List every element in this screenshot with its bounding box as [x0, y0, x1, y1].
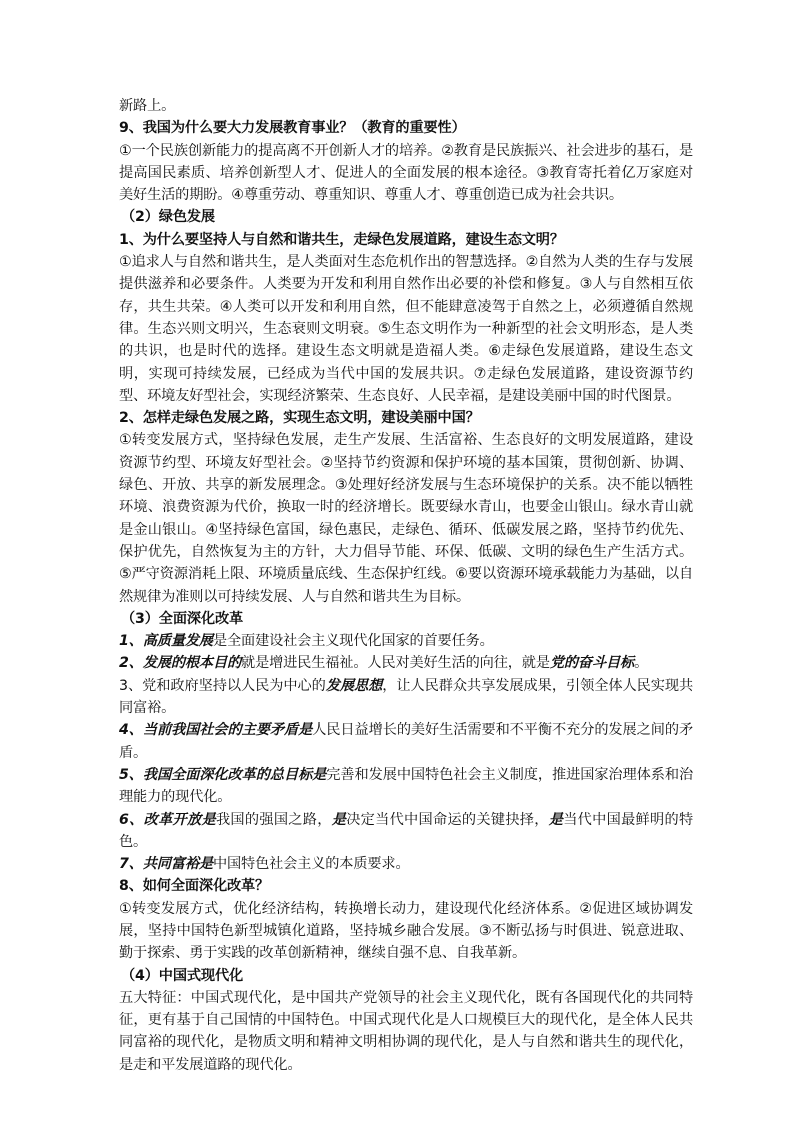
section-heading: （3）全面深化改革 [121, 610, 244, 627]
section-heading: （2）绿色发展 [121, 209, 215, 226]
document-body [119, 95, 693, 1076]
section-heading: （4）中国式现代化 [121, 967, 244, 984]
question-heading: 9、我国为什么要大力发展教育事业？（教育的重要性） [119, 120, 466, 137]
body-text: 中国特色社会主义的本质要求。 [212, 856, 410, 873]
body-text: 。 [634, 655, 649, 672]
emphasis-text: 2、发展的根本目的 [119, 655, 242, 672]
body-text: 3、党和政府坚持以人民为中心的 [119, 677, 326, 694]
key-point-line [119, 630, 693, 652]
body-text: 是全面建设社会主义现代化国家的首要任务。 [212, 633, 494, 650]
emphasis-text: 4、当前我国社会的主要矛盾是 [119, 722, 313, 739]
emphasis-text: 7、共同富裕是 [119, 856, 213, 873]
paragraph: 新路上。 [119, 98, 176, 114]
paragraph: 五大特征：中国式现代化，是中国共产党领导的社会主义现代化，既有各国现代化的共同特征，更有基于自己国情的中国特色。中国式现代化是人口规模巨大的现代化，是全体人民共同富裕的现代化，是物质文明和精神文明相协调的现代化，是人与自然和谐共生的现代化，是走和平发展道路的现代化。 [119, 989, 693, 1073]
key-point-line [119, 652, 693, 674]
body-text: 当代中国最鲜明的特色。 [119, 811, 693, 850]
key-point-line [119, 675, 693, 720]
body-text: 我国的强国之路， [215, 811, 332, 828]
question-heading: 2、怎样走绿色发展之路，实现生态文明，建设美丽中国？ [119, 410, 480, 427]
emphasis-text: 6、改革开放是 [119, 811, 216, 828]
paragraph: ①转变发展方式，优化经济结构，转换增长动力，建设现代化经济体系。②促进区域协调发展，坚持中国特色新型城镇化道路，坚持城乡融合发展。③不断弘扬与时俱进、锐意进取、勤于探索、勇于实践的改革创新精神，继续自强不息、自我革新。 [119, 900, 693, 962]
body-text: 人民日益增长的美好生活需要和不平衡不充分的发展之间的矛盾。 [119, 722, 693, 761]
body-text: 完善和发展中国特色社会主义制度，推进国家治理体系和治理能力的现代化。 [119, 766, 694, 806]
key-point-line [119, 764, 693, 809]
key-point-line [119, 719, 693, 764]
paragraph: ①追求人与自然和谐共生，是人类面对生态危机作出的智慧选择。②自然为人类的生存与发展提供滋养和必要条件。人类要为开发和利用自然作出必要的补偿和修复。③人与自然相互依存，共生共荣。④人类可以开发和利用自然，但不能肆意凌驾于自然之上，必须遵循自然规律。生态兴则文明兴，生态衰则文明衰。⑤生态文明作为一种新型的社会文明形态，是人类的共识，也是时代的选择。建设生态文明就是造福人类。⑥走绿色发展道路，建设生态文明，实现可持续发展，已经成为当代中国的发展共识。⑦走绿色发展道路，建设资源节约型、环境友好型社会，实现经济繁荣、生态良好、人民幸福，是建设美丽中国的时代图景。 [119, 254, 693, 404]
emphasis-text: 1、高质量发展 [119, 633, 213, 650]
emphasis-text: 发展思想 [325, 677, 383, 694]
key-point-line [119, 809, 693, 854]
key-point-line [119, 853, 693, 875]
question-heading: 1、为什么要坚持人与自然和谐共生，走绿色发展道路，建设生态文明？ [119, 231, 564, 248]
question-heading: 8、如何全面深化改革？ [119, 878, 270, 895]
paragraph: ①一个民族创新能力的提高离不开创新人才的培养。②教育是民族振兴、社会进步的基石，是提高国民素质、培养创新型人才、促进人的全面发展的根本途径。③教育寄托着亿万家庭对美好生活的期盼。④尊重劳动、尊重知识、尊重人才、尊重创造已成为社会共识。 [119, 142, 693, 204]
body-text: ，让人民群众共享发展成果，引领全体人民实现共同富裕。 [119, 677, 694, 717]
emphasis-text: 党的奋斗目标 [549, 655, 635, 672]
paragraph: ①转变发展方式，坚持绿色发展，走生产发展、生活富裕、生态良好的文明发展道路，建设资源节约型、环境友好型社会。②坚持节约资源和保护环境的基本国策，贯彻创新、协调、绿色、开放、共享的新发展理念。③处理好经济发展与生态环境保护的关系。决不能以牺牲环境、浪费资源为代价，换取一时的经济增长。既要绿水青山，也要金山银山。绿水青山就是金山银山。④坚持绿色富国，绿色惠民，走绿色、循环、低碳发展之路，坚持节约优先、保护优先，自然恢复为主的方针，大力倡导节能、环保、低碳、文明的绿色生产生活方式。⑤严守资源消耗上限、环境质量底线、生态保护红线。⑥要以资源环境承载能力为基础，以自然规律为准则以可持续发展、人与自然和谐共生为目标。 [119, 432, 693, 605]
emphasis-text: 是 [548, 811, 564, 828]
emphasis-text: 5、我国全面深化改革的总目标是 [119, 766, 327, 783]
body-text: 就是增进民生福祉。人民对美好生活的向往，就是 [241, 655, 550, 672]
emphasis-text: 是 [331, 811, 347, 828]
body-text: 决定当代中国命运的关键抉择， [346, 811, 549, 828]
